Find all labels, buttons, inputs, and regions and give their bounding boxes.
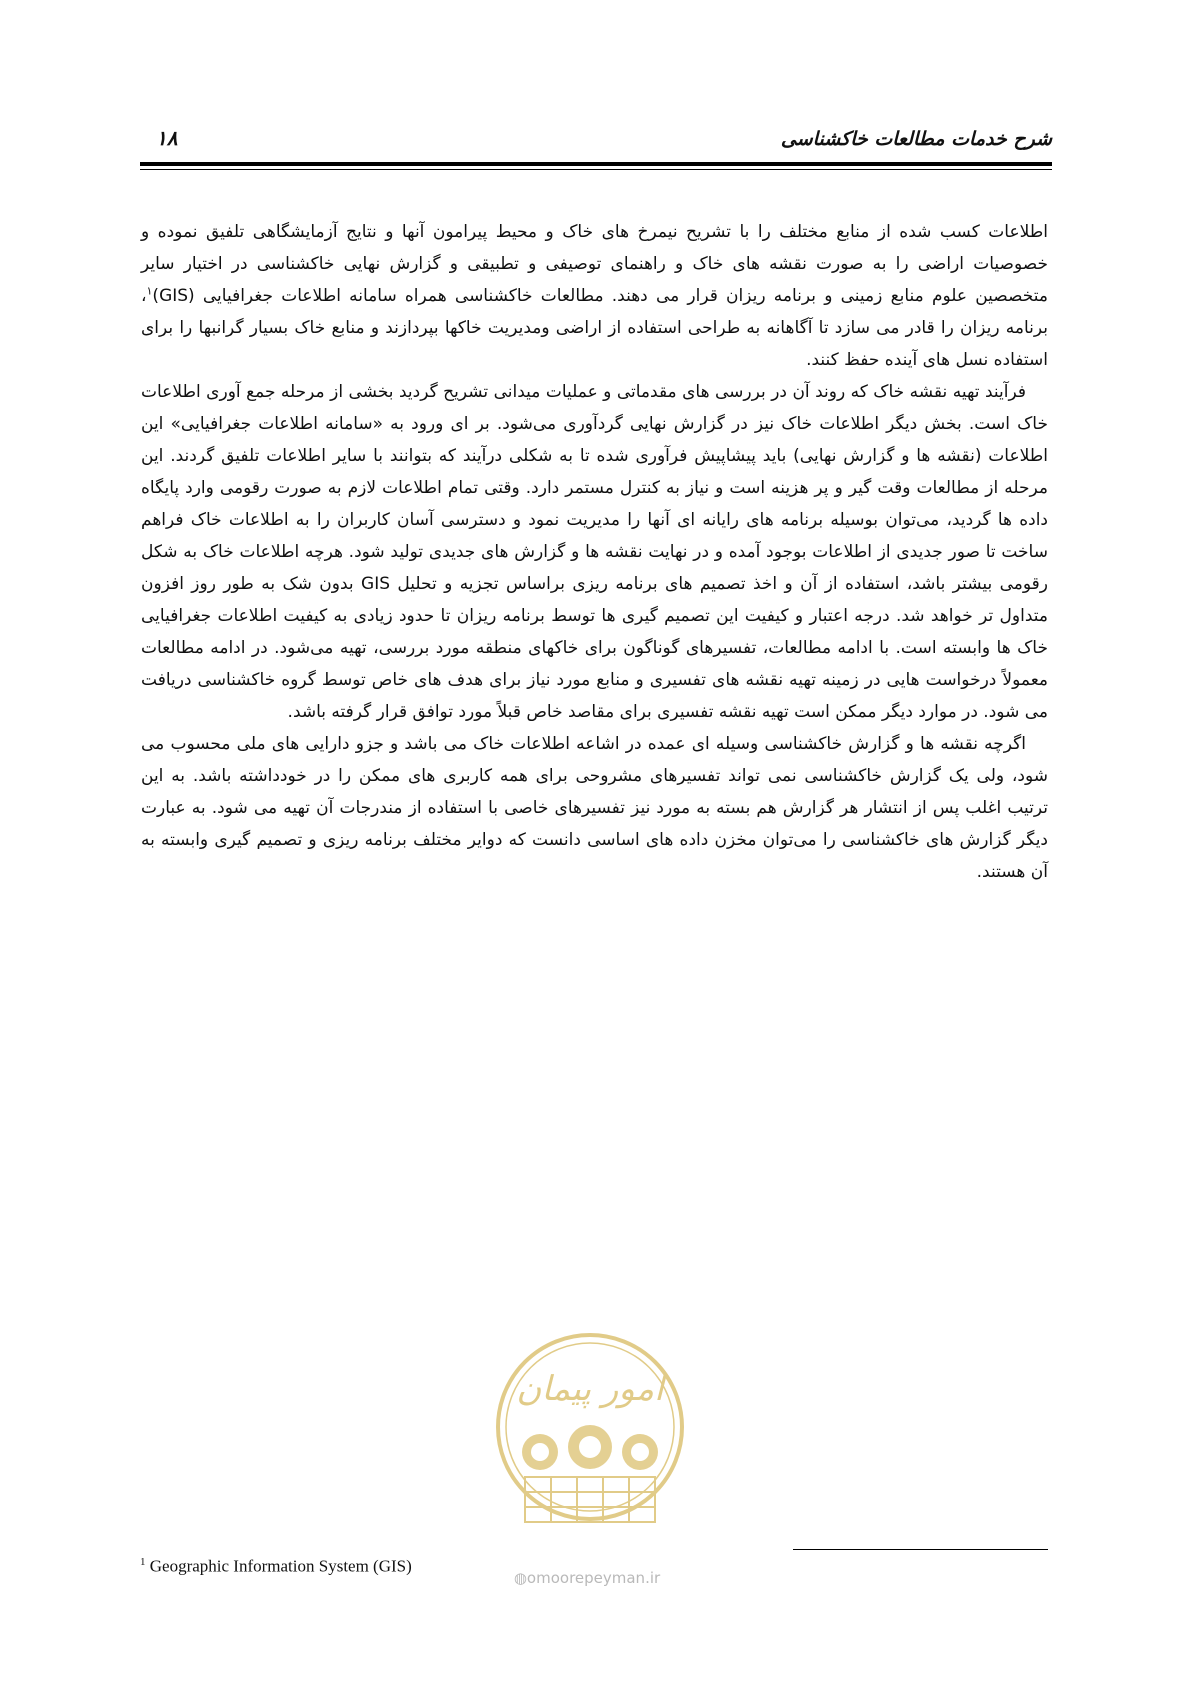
body-text bbox=[141, 216, 1048, 888]
page-header bbox=[140, 118, 1052, 158]
paragraph-1-part-1: اطلاعات کسب شده از منابع مختلف را با تشریح نیمرخ های خاک و محیط پیرامون آنها و نتایج آزمایشگاهی تلفیق نموده و خصوصیات اراضی را به صورت نقشه های خاک و راهنمای توصیفی و تطبیقی و گزارش نهایی خاکشناسی در اختیار سایر متخصصین علوم منابع زمینی و برنامه ریزان قرار می دهند. مطالعات خاکشناسی همراه سامانه اطلاعات جغرافیایی (GIS) bbox=[141, 222, 1048, 306]
header-title: شرح خدمات مطالعات خاکشناسی bbox=[780, 128, 1052, 150]
watermark-url bbox=[487, 1569, 687, 1587]
paragraph-3: اگرچه نقشه ها و گزارش خاکشناسی وسیله ای عمده در اشاعه اطلاعات خاک می باشد و جزو دارایی های ملی محسوب می شود، ولی یک گزارش خاکشناسی نمی تواند تفسیرهای مشروحی برای همه کاربری های ممکن را در خودداشته باشد. به این ترتیب اغلب پس از انتشار هر گزارش هم بسته به مورد نیز تفسیرهای خاصی با استفاده از مندرجات آن تهیه می شود. به عبارت دیگر گزارش های خاکشناسی را می‌توان مخزن داده های اساسی دانست که دوایر مختلف برنامه ریزی و تصمیم گیری وابسته به آن هستند. bbox=[141, 734, 1048, 882]
header-rule-thin bbox=[140, 169, 1052, 170]
paragraph-2: فرآیند تهیه نقشه خاک که روند آن در بررسی های مقدماتی و عملیات میدانی تشریح گردید بخشی از مرحله جمع آوری اطلاعات خاک است. بخش دیگر اطلاعات خاک نیز در گزارش نهایی گردآوری می‌شود. بر ای ورود به «سامانه اطلاعات جغرافیایی» این اطلاعات (نقشه ها و گزارش نهایی) باید پیشاپیش فرآوری شده تا به شکلی درآیند که بتوانند با سایر اطلاعات تلفیق گردند. این مرحله از مطالعات وقت گیر و پر هزینه است و نیاز به کنترل مستمر دارد. وقتی تمام اطلاعات لازم به صورت رقومی وارد پایگاه داده ها گردید، می‌توان بوسیله برنامه های رایانه ای آنها را مدیریت نمود و دسترسی آسان کاربران را به اطلاعات خاک فراهم ساخت تا صور جدیدی از اطلاعات بوجود آمده و در نهایت نقشه ها و گزارش های جدیدی تولید شود. هرچه اطلاعات خاک به شکل رقومی بیشتر باشد، استفاده از آن و اخذ تصمیم های برنامه ریزی براساس تجزیه و تحلیل GIS بدون شک به طور روز افزون متداول تر خواهد شد. درجه اعتبار و کیفیت این تصمیم گیری ها توسط برنامه ریزان تا حدود زیادی به کیفیت اطلاعات جغرافیایی خاک ها وابسته است. با ادامه مطالعات، تفسیرهای گوناگون برای خاکهای منطقه مورد بررسی، تهیه می‌شود. در ادامه مطالعات معمولاً درخواست هایی در زمینه تهیه نقشه های تفسیری و منابع مورد نیاز برای هدف های خاص توسط گروه خاکشناسی دریافت می شود. در موارد دیگر ممکن است تهیه نقشه تفسیری برای مقاصد خاص قبلاً مورد توافق قرار گرفته باشد. bbox=[141, 382, 1048, 722]
footnote-text: Geographic Information System (GIS) bbox=[149, 1556, 412, 1576]
paragraph-1 bbox=[141, 216, 1048, 376]
footnote-separator bbox=[793, 1549, 1048, 1550]
paragraph-1-part-2: ، برنامه ریزان را قادر می سازد تا آگاهانه به طراحی استفاده از اراضی ومدیریت خاکها بپردازند و منابع خاک بسیار گرانبها را برای استفاده نسل های آینده حفظ کنند. bbox=[141, 286, 1048, 370]
footnote-number: 1 bbox=[140, 1556, 146, 1568]
watermark-url-text: omoorepeyman.ir bbox=[526, 1569, 661, 1587]
footnote bbox=[140, 1556, 412, 1577]
header-rule-thick bbox=[140, 162, 1052, 166]
footnote-reference: ۱ bbox=[146, 284, 153, 298]
watermark-logo-text: امور پیمان bbox=[516, 1369, 664, 1409]
globe-icon: ◍ bbox=[513, 1569, 527, 1587]
watermark-logo bbox=[485, 1322, 695, 1562]
page-number: ۱۸ bbox=[156, 126, 178, 150]
